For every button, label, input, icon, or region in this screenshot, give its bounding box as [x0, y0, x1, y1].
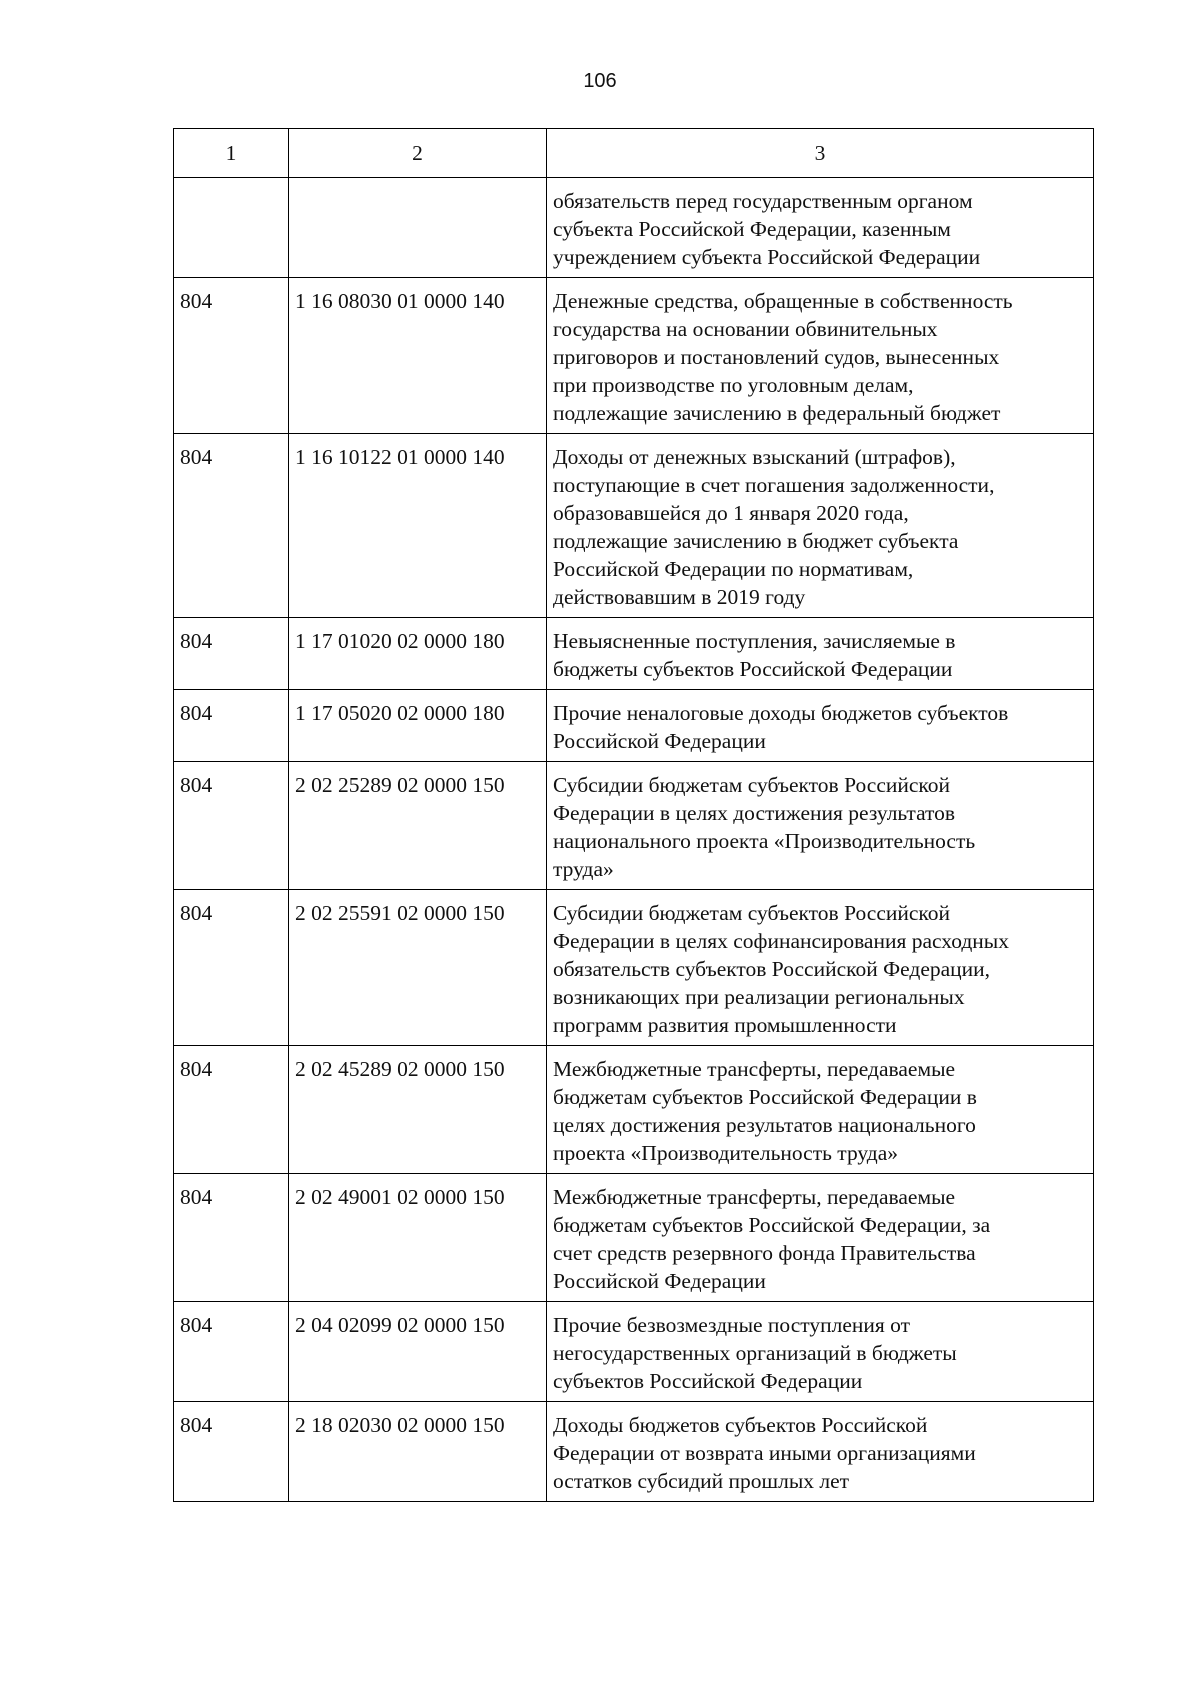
table-row [174, 278, 1094, 434]
description-line: государства на основании обвинительных [553, 317, 938, 341]
page-number: 106 [583, 70, 617, 92]
description-line: Прочие безвозмездные поступления от [553, 1313, 911, 1337]
description-line: Субсидии бюджетам субъектов Российской [553, 901, 951, 925]
description-cell [547, 1174, 1094, 1302]
description-cell [547, 1402, 1094, 1502]
description-line: Российской Федерации [553, 729, 766, 753]
admin-code-cell [174, 178, 289, 278]
description-line: Российской Федерации по нормативам, [553, 557, 914, 581]
description-cell [547, 278, 1094, 434]
column-header-1: 1 [174, 129, 289, 178]
description-line: обязательств перед государственным органом [553, 189, 973, 213]
description-line: Федерации в целях достижения результатов [553, 801, 956, 825]
description-line: труда» [553, 857, 614, 881]
table-row [174, 690, 1094, 762]
admin-code-cell: 804 [174, 278, 289, 434]
description-line: бюджетам субъектов Российской Федерации, за [553, 1213, 991, 1237]
description-cell [547, 178, 1094, 278]
admin-code-cell: 804 [174, 434, 289, 618]
description-line: возникающих при реализации региональных [553, 985, 965, 1009]
table-body [174, 178, 1094, 1502]
description-line: Невыясненные поступления, зачисляемые в [553, 629, 956, 653]
description-line: национального проекта «Производительность [553, 829, 976, 853]
table-row [174, 890, 1094, 1046]
description-line: обязательств субъектов Российской Федерации, [553, 957, 991, 981]
admin-code-cell: 804 [174, 618, 289, 690]
description-line: действовавшим в 2019 году [553, 585, 806, 609]
budget-code-cell: 1 17 01020 02 0000 180 [289, 618, 547, 690]
description-line: бюджеты субъектов Российской Федерации [553, 657, 953, 681]
description-line: проекта «Производительность труда» [553, 1141, 899, 1165]
column-header-2: 2 [289, 129, 547, 178]
table-row [174, 618, 1094, 690]
budget-code-cell: 1 16 08030 01 0000 140 [289, 278, 547, 434]
admin-code-cell: 804 [174, 1302, 289, 1402]
description-line: при производстве по уголовным делам, [553, 373, 914, 397]
admin-code-cell: 804 [174, 890, 289, 1046]
description-line: целях достижения результатов национального [553, 1113, 976, 1137]
description-line: подлежащие зачислению в федеральный бюджет [553, 401, 1001, 425]
budget-code-cell: 2 04 02099 02 0000 150 [289, 1302, 547, 1402]
table-row [174, 1402, 1094, 1502]
table-header-row [174, 129, 1094, 178]
description-line: Межбюджетные трансферты, передаваемые [553, 1185, 956, 1209]
budget-code-cell: 2 02 25289 02 0000 150 [289, 762, 547, 890]
budget-code-cell: 2 02 25591 02 0000 150 [289, 890, 547, 1046]
description-line: Российской Федерации [553, 1269, 766, 1293]
description-cell [547, 890, 1094, 1046]
column-header-3: 3 [547, 129, 1094, 178]
table-row [174, 178, 1094, 278]
description-line: Межбюджетные трансферты, передаваемые [553, 1057, 956, 1081]
description-line: бюджетам субъектов Российской Федерации в [553, 1085, 977, 1109]
table-row [174, 762, 1094, 890]
description-line: подлежащие зачислению в бюджет субъекта [553, 529, 959, 553]
budget-codes-table [173, 128, 1094, 1502]
description-line: остатков субсидий прошлых лет [553, 1469, 850, 1493]
description-line: приговоров и постановлений судов, вынесенных [553, 345, 1000, 369]
table-row [174, 1046, 1094, 1174]
description-line: субъектов Российской Федерации [553, 1369, 863, 1393]
admin-code-cell: 804 [174, 1174, 289, 1302]
description-line: Доходы от денежных взысканий (штрафов), [553, 445, 956, 469]
description-cell [547, 434, 1094, 618]
admin-code-cell: 804 [174, 762, 289, 890]
admin-code-cell: 804 [174, 1402, 289, 1502]
description-line: Федерации от возврата иными организациями [553, 1441, 976, 1465]
description-line: субъекта Российской Федерации, казенным [553, 217, 951, 241]
table-row [174, 1302, 1094, 1402]
description-line: Прочие неналоговые доходы бюджетов субъектов [553, 701, 1009, 725]
description-line: Денежные средства, обращенные в собственность [553, 289, 1013, 313]
description-line: поступающие в счет погашения задолженности, [553, 473, 995, 497]
description-cell [547, 690, 1094, 762]
description-cell [547, 618, 1094, 690]
budget-code-cell [289, 178, 547, 278]
description-line: учреждением субъекта Российской Федерации [553, 245, 981, 269]
description-line: Федерации в целях софинансирования расходных [553, 929, 1010, 953]
budget-code-cell: 2 18 02030 02 0000 150 [289, 1402, 547, 1502]
budget-code-cell: 2 02 45289 02 0000 150 [289, 1046, 547, 1174]
description-line: счет средств резервного фонда Правительства [553, 1241, 976, 1265]
admin-code-cell: 804 [174, 1046, 289, 1174]
budget-code-cell: 1 16 10122 01 0000 140 [289, 434, 547, 618]
table-row [174, 434, 1094, 618]
description-cell [547, 1046, 1094, 1174]
description-line: Доходы бюджетов субъектов Российской [553, 1413, 928, 1437]
description-line: образовавшейся до 1 января 2020 года, [553, 501, 909, 525]
budget-code-cell: 1 17 05020 02 0000 180 [289, 690, 547, 762]
description-cell [547, 762, 1094, 890]
description-cell [547, 1302, 1094, 1402]
budget-code-cell: 2 02 49001 02 0000 150 [289, 1174, 547, 1302]
admin-code-cell: 804 [174, 690, 289, 762]
description-line: Субсидии бюджетам субъектов Российской [553, 773, 951, 797]
description-line: негосударственных организаций в бюджеты [553, 1341, 957, 1365]
description-line: программ развития промышленности [553, 1013, 897, 1037]
table-row [174, 1174, 1094, 1302]
